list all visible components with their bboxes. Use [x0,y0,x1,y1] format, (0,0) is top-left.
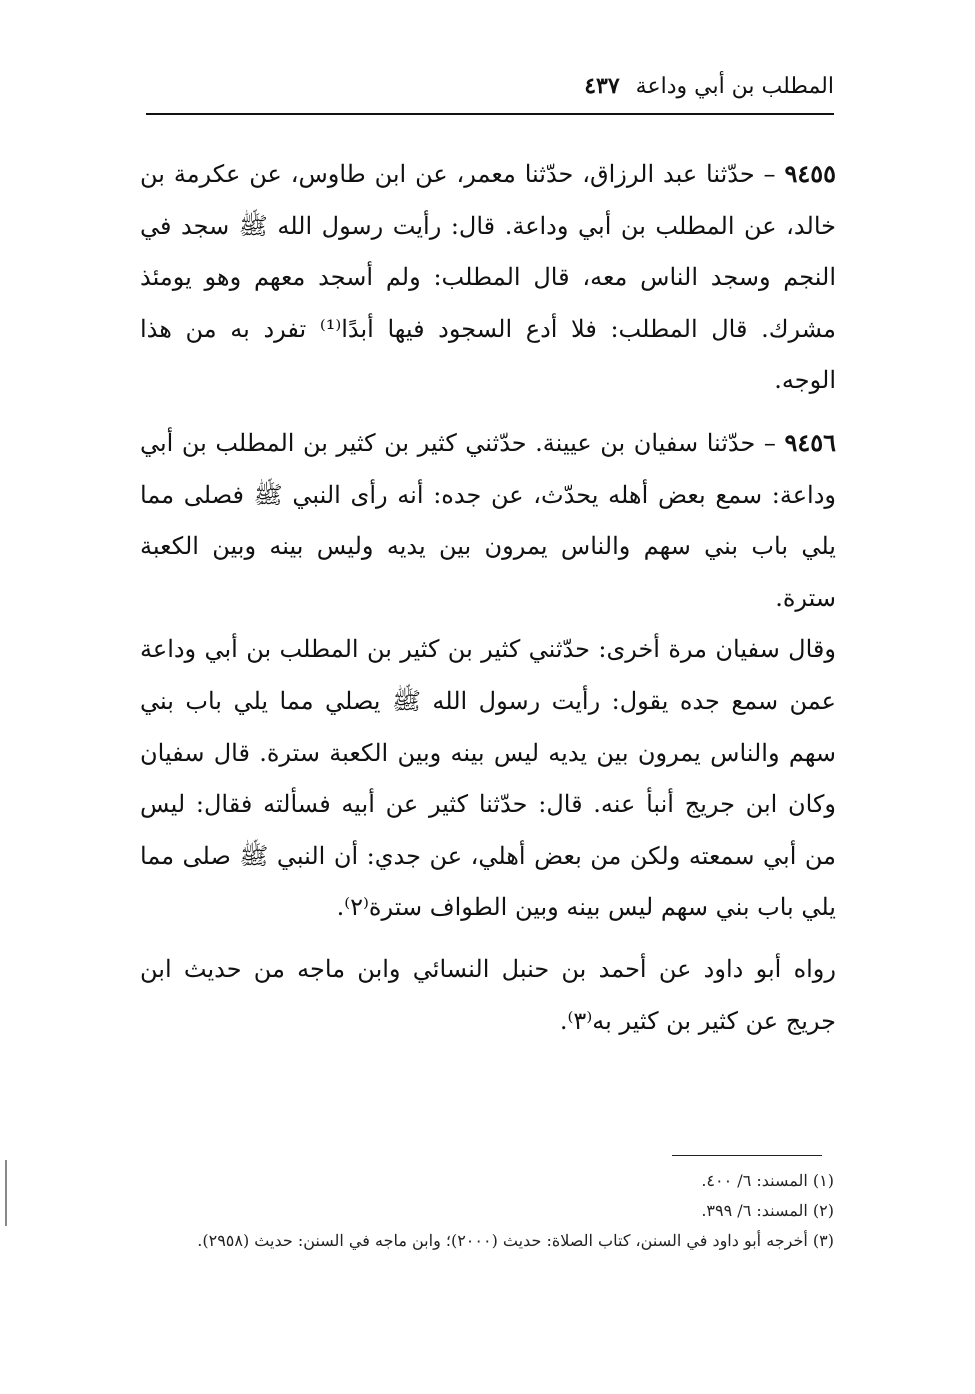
hadith-paragraph [140,417,836,624]
page-number: ٤٣٧ [584,73,620,99]
footnote-rule [672,1155,822,1156]
footnote: (١) المسند: ٦/ ٤٠٠. [701,1171,834,1190]
hadith-text: – حدّثنا سفيان بن عيينة. حدّثني كثير بن كثير بن المطلب بن أبي وداعة: سمع بعض أهله يحدّث، عن جده: أنه رأى النبي ﷺ فصلى مما يلي باب بني سهم والناس يمرون بين يديه وليس بينه وبين الكعبة سترة. [140,428,836,612]
hadith-number: ٩٤٥٦ [784,427,836,457]
narration-text: وقال سفيان مرة أخرى: حدّثني كثير بن كثير بن المطلب بن أبي وداعة عمن سمع جده يقول: رأيت رسول الله ﷺ يصلي مما يلي باب بني سهم والناس يمرون بين يديه ليس بينه وبين الكعبة سترة. قال سفيان وكان ابن جريج أنبأ عنه. قال: حدّثنا كثير عن أبيه فسألته فقال: ليس من أبي سمعته ولكن من بعض أهلي، عن جدي: أن النبي ﷺ صلى مما يلي باب بني سهم ليس بينه وبين الطواف سترة⁽٢⁾. [140,635,836,922]
running-header [148,66,834,106]
footnote: (٣) أخرجه أبو داود في السنن، كتاب الصلاة: حديث (٢٠٠٠)؛ وابن ماجه في السنن: حديث (٢٩٥٨). [197,1231,834,1250]
hadith-text: – حدّثنا عبد الرزاق، حدّثنا معمر، عن ابن طاوس، عن عكرمة بن خالد، عن المطلب بن أبي وداعة. قال: رأيت رسول الله ﷺ سجد في النجم وسجد الناس معه، قال المطلب: ولم أسجد معهم وهو يومئذ مشرك. قال المطلب: فلا أدع السجود فيها أبدًا⁽¹⁾ تفرد به من هذا الوجه. [140,160,836,395]
narration-text: رواه أبو داود عن أحمد بن حنبل النسائي وابن ماجه من حديث ابن جريج عن كثير بن كثير به⁽٣⁾. [140,954,836,1035]
main-text [140,148,836,1047]
narration-paragraph [140,624,836,934]
running-header-title: المطلب بن أبي وداعة [635,73,834,99]
hadith-paragraph [140,148,836,407]
scan-margin-mark [5,1160,9,1226]
footnotes [140,1166,834,1256]
header-rule [146,113,834,115]
hadith-number: ٩٤٥٥ [784,159,836,188]
footnote: (٢) المسند: ٦/ ٣٩٩. [701,1201,834,1220]
narration-paragraph [140,944,836,1047]
